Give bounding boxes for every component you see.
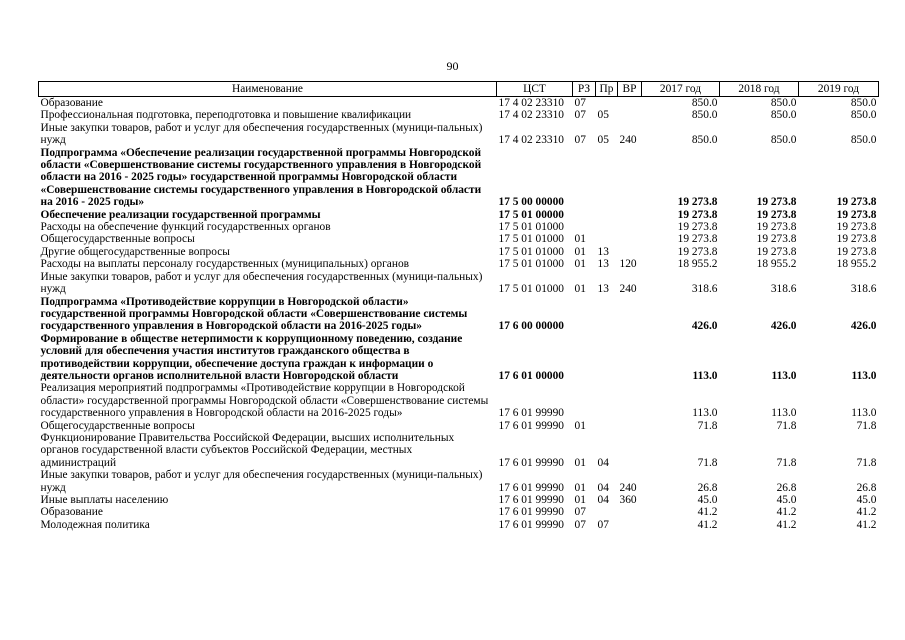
cell-2019: 318.6	[850, 283, 877, 296]
table-row	[39, 432, 879, 469]
cell-2019: 26.8	[856, 481, 877, 494]
cell-2019: 850.0	[850, 134, 877, 147]
cell-rz: 01	[574, 494, 586, 506]
table-row	[39, 333, 879, 383]
cell-vr	[618, 519, 642, 531]
cell-rz	[573, 209, 596, 221]
cell-vr	[618, 97, 642, 110]
cell-rz: 01	[574, 481, 586, 494]
cell-2017: 41.2	[697, 518, 718, 531]
cell-rz: 01	[574, 283, 586, 296]
cell-vr	[618, 147, 642, 209]
header-2019: 2019 год	[799, 82, 879, 97]
cell-2019: 113.0	[851, 407, 877, 420]
cell-rz: 07	[574, 518, 586, 531]
header-2018: 2018 год	[720, 82, 799, 97]
cell-rz	[573, 221, 596, 233]
header-cst: ЦСТ	[497, 82, 573, 97]
cell-2018: 19 273.8	[756, 233, 797, 246]
cell-2018: 19 273.8	[756, 196, 797, 209]
cell-name: Иные выплаты населению	[40, 494, 169, 506]
cell-2019: 71.8	[856, 419, 877, 432]
cell-vr: 360	[619, 494, 637, 506]
cell-vr	[618, 296, 642, 333]
cell-cst: 17 5 01 01000	[498, 258, 564, 271]
cell-cst: 17 5 01 01000	[498, 233, 564, 246]
cell-name: Функционирование Правительства Российской Федерации, высших исполнительных органов государственной власти субъектов Российской Федерации, местных администраций	[40, 431, 455, 469]
cell-2019: 18 955.2	[836, 258, 877, 271]
cell-2017: 26.8	[697, 481, 718, 494]
cell-vr	[618, 420, 642, 432]
cell-name: Другие общегосударственные вопросы	[40, 245, 230, 258]
cell-2019: 850.0	[850, 109, 877, 122]
cell-2019: 71.8	[856, 456, 877, 469]
cell-name: Образование	[40, 506, 103, 519]
cell-2019: 41.2	[856, 506, 877, 519]
cell-name: Профессиональная подготовка, переподготовка и повышение квалификации	[40, 109, 412, 122]
header-vr: ВР	[618, 82, 642, 97]
cell-name: Подпрограмма «Противодействие коррупции в Новгородской области» государственной программы Новгородской области «Совершенствование системы государственного управления в Новгородской области на 2016-2025 годы»	[40, 295, 468, 333]
cell-2017: 426.0	[691, 320, 718, 333]
cell-cst: 17 5 01 01000	[498, 245, 564, 258]
cell-pr: 04	[597, 494, 609, 506]
cell-rz: 07	[574, 97, 586, 109]
cell-name: Реализация мероприятий подпрограммы «Противодействие коррупции в Новгородской области» государственной программы Новгородской области «Совершенствование системы государственного управления в Новгородской области на 2016-2025 годы»	[40, 382, 489, 420]
cell-cst: 17 6 01 99990	[498, 506, 564, 519]
cell-name: Расходы на обеспечение функций государственных органов	[40, 221, 331, 234]
table-row	[39, 258, 879, 270]
cell-rz: 07	[574, 506, 586, 519]
cell-vr: 240	[619, 481, 637, 494]
cell-rz: 07	[574, 109, 586, 122]
cell-rz: 07	[574, 134, 586, 147]
cell-rz	[573, 333, 596, 383]
table-row	[39, 209, 879, 221]
table-row	[39, 233, 879, 245]
cell-name: Расходы на выплаты персоналу государственных (муниципальных) органов	[40, 258, 410, 271]
cell-2017: 19 273.8	[677, 208, 718, 221]
cell-2018: 113.0	[771, 369, 797, 382]
cell-2017: 318.6	[691, 283, 718, 296]
table-row	[39, 494, 879, 506]
cell-pr	[596, 420, 618, 432]
cell-2018: 113.0	[771, 407, 797, 420]
cell-vr	[618, 506, 642, 518]
cell-cst: 17 6 01 99990	[498, 419, 564, 432]
cell-cst: 17 4 02 23310	[498, 134, 564, 147]
cell-cst: 17 6 00 00000	[498, 320, 564, 333]
cell-2018: 71.8	[776, 419, 797, 432]
cell-rz: 01	[574, 456, 586, 469]
cell-pr	[596, 97, 618, 110]
cell-pr	[596, 382, 618, 419]
table-row	[39, 469, 879, 494]
cell-name: Образование	[40, 97, 103, 109]
cell-2018: 19 273.8	[756, 221, 797, 234]
header-name: Наименование	[39, 82, 497, 97]
cell-vr	[618, 382, 642, 419]
cell-2018: 41.2	[776, 518, 797, 531]
cell-pr: 04	[597, 481, 609, 494]
cell-2018: 850.0	[770, 109, 797, 122]
cell-name: Обеспечение реализации государственной программы	[40, 208, 321, 221]
cell-2019: 19 273.8	[836, 208, 877, 221]
cell-name: Иные закупки товаров, работ и услуг для обеспечения государственных (муници-пальных) нужд	[40, 469, 483, 494]
cell-vr	[618, 233, 642, 245]
cell-2017: 113.0	[692, 369, 718, 382]
cell-rz: 01	[574, 233, 586, 246]
table-row	[39, 97, 879, 110]
cell-2018: 850.0	[770, 97, 797, 109]
cell-2017: 18 955.2	[677, 258, 718, 271]
cell-cst: 17 5 01 01000	[498, 221, 564, 234]
cell-2017: 850.0	[691, 134, 718, 147]
table-row	[39, 420, 879, 432]
cell-cst: 17 5 01 00000	[498, 208, 564, 221]
cell-rz	[573, 382, 596, 419]
cell-2018: 41.2	[776, 506, 797, 519]
cell-2019: 19 273.8	[836, 245, 877, 258]
cell-vr	[618, 209, 642, 221]
cell-rz	[573, 296, 596, 333]
table-row	[39, 296, 879, 333]
cell-name: Подпрограмма «Обеспечение реализации государственной программы Новгородской области «Совершенствование системы государственного управления в Новгородской области на 2016 - 2025 годы» государственной программы Новгородской области «Совершенствование системы государственного управления в Новгородской области на 2016 - 2025 годы»	[40, 146, 482, 209]
cell-2017: 71.8	[697, 419, 718, 432]
table-row	[39, 147, 879, 209]
cell-cst: 17 6 01 99990	[498, 494, 564, 506]
cell-pr: 05	[597, 109, 609, 122]
cell-2017: 113.0	[692, 407, 718, 420]
cell-2017: 45.0	[697, 494, 718, 506]
cell-name: Общегосударственные вопросы	[40, 419, 195, 432]
cell-2017: 850.0	[691, 97, 718, 109]
cell-vr	[618, 221, 642, 233]
cell-name: Иные закупки товаров, работ и услуг для обеспечения государственных (муници-пальных) нужд	[40, 121, 483, 147]
cell-cst: 17 5 00 00000	[498, 196, 564, 209]
header-2017: 2017 год	[642, 82, 720, 97]
cell-vr	[618, 246, 642, 258]
cell-pr	[596, 221, 618, 233]
cell-2018: 45.0	[776, 494, 797, 506]
cell-vr: 240	[619, 134, 637, 147]
cell-pr	[596, 333, 618, 383]
cell-2019: 19 273.8	[836, 233, 877, 246]
cell-cst: 17 5 01 01000	[498, 283, 564, 296]
cell-2017: 41.2	[697, 506, 718, 519]
cell-2019: 113.0	[851, 369, 877, 382]
cell-name: Молодежная политика	[40, 518, 150, 531]
table-row	[39, 506, 879, 518]
cell-pr	[596, 233, 618, 245]
cell-pr	[596, 209, 618, 221]
cell-vr	[618, 109, 642, 121]
cell-vr	[618, 333, 642, 383]
cell-pr	[596, 296, 618, 333]
cell-cst: 17 4 02 23310	[498, 97, 564, 109]
cell-2018: 318.6	[770, 283, 797, 296]
cell-2017: 19 273.8	[677, 196, 718, 209]
cell-2018: 19 273.8	[756, 245, 797, 258]
header-pr: Пр	[596, 82, 618, 97]
cell-2019: 19 273.8	[836, 221, 877, 234]
table-row	[39, 519, 879, 531]
cell-2018: 18 955.2	[756, 258, 797, 271]
cell-pr	[596, 147, 618, 209]
cell-cst: 17 6 01 99990	[498, 518, 564, 531]
header-rz: РЗ	[573, 82, 596, 97]
cell-2017: 850.0	[691, 109, 718, 122]
table-body	[39, 97, 879, 532]
cell-2019: 45.0	[856, 494, 877, 506]
cell-name: Общегосударственные вопросы	[40, 233, 195, 246]
cell-cst: 17 4 02 23310	[498, 109, 564, 122]
page-number: 90	[446, 59, 459, 73]
cell-2018: 850.0	[770, 134, 797, 147]
cell-pr: 07	[597, 518, 609, 531]
budget-table	[38, 81, 879, 531]
cell-vr: 240	[619, 283, 637, 296]
table-row	[39, 122, 879, 147]
cell-cst: 17 6 01 99990	[498, 407, 564, 420]
table-header-row	[39, 82, 879, 97]
cell-2018: 426.0	[770, 320, 797, 333]
cell-2018: 26.8	[776, 481, 797, 494]
cell-2019: 41.2	[856, 518, 877, 531]
table-row	[39, 382, 879, 419]
cell-cst: 17 6 01 00000	[498, 369, 564, 382]
table-row	[39, 221, 879, 233]
cell-rz: 01	[574, 245, 586, 258]
cell-2017: 19 273.8	[677, 221, 718, 234]
cell-name: Формирование в обществе нетерпимости к коррупционному поведению, создание условий для обеспечения участия институтов гражданского общества в противодействии коррупции, обеспечение доступа граждан к информации о деятельности органов исполнительной власти Новгородской области	[40, 332, 463, 382]
cell-2019: 850.0	[850, 97, 877, 109]
cell-vr	[618, 432, 642, 469]
cell-pr: 04	[597, 456, 609, 469]
cell-2017: 71.8	[697, 456, 718, 469]
cell-2019: 19 273.8	[836, 196, 877, 209]
cell-2019: 426.0	[850, 320, 877, 333]
table-row	[39, 271, 879, 296]
cell-pr: 13	[597, 283, 609, 296]
cell-vr: 120	[619, 258, 637, 271]
cell-2017: 19 273.8	[677, 245, 718, 258]
cell-pr	[596, 506, 618, 518]
cell-name: Иные закупки товаров, работ и услуг для обеспечения государственных (муници-пальных) нужд	[40, 270, 483, 296]
table-row	[39, 246, 879, 258]
cell-rz: 01	[574, 419, 586, 432]
cell-rz	[573, 147, 596, 209]
cell-2018: 71.8	[776, 456, 797, 469]
cell-cst: 17 6 01 99990	[498, 481, 564, 494]
cell-pr: 13	[597, 258, 609, 271]
cell-2018: 19 273.8	[756, 208, 797, 221]
cell-pr: 05	[597, 134, 609, 147]
cell-cst: 17 6 01 99990	[498, 456, 564, 469]
cell-pr: 13	[597, 245, 609, 258]
cell-rz: 01	[574, 258, 586, 271]
table-row	[39, 109, 879, 121]
cell-2017: 19 273.8	[677, 233, 718, 246]
